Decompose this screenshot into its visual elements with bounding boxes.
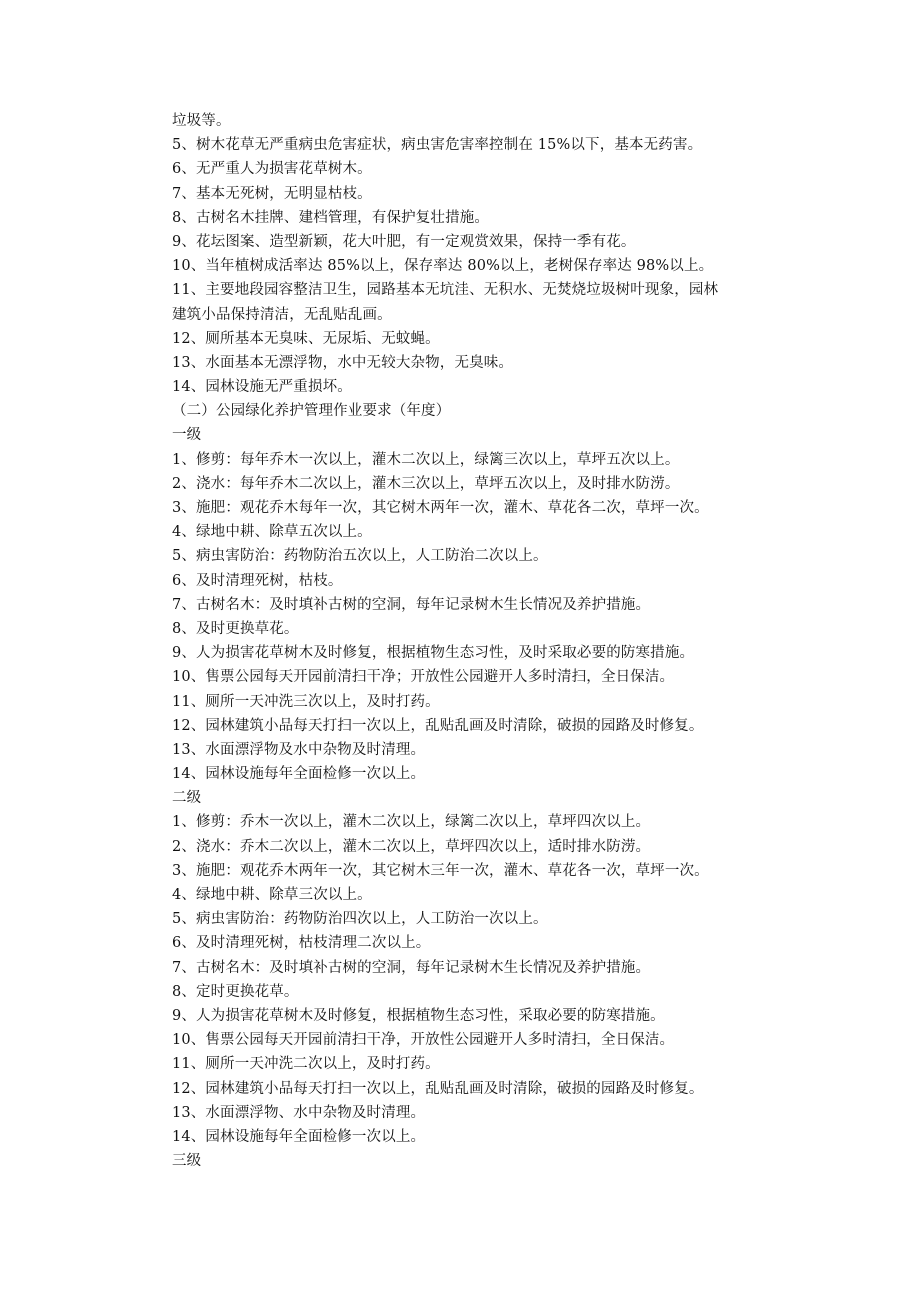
text-line: 4、绿地中耕、除草三次以上。 bbox=[172, 887, 372, 903]
text-line: 14、园林设施无严重损坏。 bbox=[172, 379, 352, 396]
text-line: 13、水面漂浮物及水中杂物及时清理。 bbox=[172, 741, 426, 758]
text-line: 垃圾等。 bbox=[172, 113, 231, 129]
text-line: 4、绿地中耕、除草五次以上。 bbox=[172, 524, 372, 541]
text-line: 1、修剪：乔木一次以上，灌木二次以上，绿篱二次以上，草坪四次以上。 bbox=[172, 814, 651, 831]
text-line: 3、施肥：观花乔木两年一次，其它树木三年一次，灌木、草花各一次，草坪一次。 bbox=[172, 862, 709, 879]
text-line: 2、浇水：乔木二次以上，灌木二次以上，草坪四次以上，适时排水防涝。 bbox=[172, 838, 651, 855]
text-line: 6、及时清理死树，枯枝清理二次以上。 bbox=[172, 935, 431, 952]
text-line: 8、及时更换草花。 bbox=[172, 620, 299, 637]
text-line: 8、古树名木挂牌、建档管理，有保护复壮措施。 bbox=[172, 209, 490, 226]
text-line: 5、病虫害防治：药物防治五次以上，人工防治二次以上。 bbox=[172, 548, 548, 565]
text-line: 14、园林设施每年全面检修一次以上。 bbox=[172, 766, 426, 783]
text-line: 三级 bbox=[172, 1153, 202, 1170]
text-line: 7、古树名木：及时填补古树的空洞，每年记录树木生长情况及养护措施。 bbox=[172, 596, 651, 613]
text-line: 11、厕所一天冲洗三次以上，及时打药。 bbox=[172, 693, 440, 710]
text-line: 11、主要地段园容整洁卫生，园路基本无坑洼、无积水、无焚烧垃圾树叶现象，园林 bbox=[172, 282, 719, 299]
text-line: （二）公园绿化养护管理作业要求（年度） bbox=[172, 403, 451, 420]
document-page bbox=[172, 109, 792, 1173]
text-line: 5、病虫害防治：药物防治四次以上，人工防治一次以上。 bbox=[172, 911, 548, 928]
text-line: 3、施肥：观花乔木每年一次，其它树木两年一次，灌木、草花各二次，草坪一次。 bbox=[172, 500, 709, 516]
text-line: 5、树木花草无严重病虫危害症状，病虫害危害率控制在 15%以下，基本无药害。 bbox=[172, 137, 703, 154]
text-line: 10、当年植树成活率达 85%以上，保存率达 80%以上，老树保存率达 98%以上。 bbox=[172, 258, 714, 275]
text-line: 1、修剪：每年乔木一次以上，灌木二次以上，绿篱三次以上，草坪五次以上。 bbox=[172, 451, 680, 468]
text-line: 9、人为损害花草树木及时修复，根据植物生态习性，及时采取必要的防寒措施。 bbox=[172, 645, 695, 662]
text-line: 6、无严重人为损害花草树木。 bbox=[172, 161, 372, 178]
text-line: 6、及时清理死树，枯枝。 bbox=[172, 572, 343, 589]
text-line: 9、人为损害花草树木及时修复，根据植物生态习性，采取必要的防寒措施。 bbox=[172, 1007, 665, 1024]
text-line: 二级 bbox=[172, 790, 202, 807]
text-line: 7、古树名木：及时填补古树的空洞，每年记录树木生长情况及养护措施。 bbox=[172, 959, 651, 976]
text-line: 9、花坛图案、造型新颖，花大叶肥，有一定观赏效果，保持一季有花。 bbox=[172, 233, 636, 250]
text-line: 14、园林设施每年全面检修一次以上。 bbox=[172, 1128, 426, 1145]
text-line: 10、售票公园每天开园前清扫干净，开放性公园避开人多时清扫，全日保洁。 bbox=[172, 1032, 675, 1049]
text-line: 13、水面漂浮物、水中杂物及时清理。 bbox=[172, 1104, 426, 1121]
text-line: 7、基本无死树，无明显枯枝。 bbox=[172, 185, 372, 202]
text-line: 13、水面基本无漂浮物，水中无较大杂物，无臭味。 bbox=[172, 354, 514, 371]
text-line: 10、售票公园每天开园前清扫干净；开放性公园避开人多时清扫，全日保洁。 bbox=[172, 669, 675, 686]
text-line: 2、浇水：每年乔木二次以上，灌木三次以上，草坪五次以上，及时排水防涝。 bbox=[172, 475, 680, 492]
text-line: 8、定时更换花草。 bbox=[172, 983, 299, 1000]
text-line: 12、厕所基本无臭味、无尿垢、无蚊蝇。 bbox=[172, 330, 440, 347]
text-line: 一级 bbox=[172, 427, 202, 444]
text-line: 建筑小品保持清洁，无乱贴乱画。 bbox=[172, 306, 392, 323]
text-line: 12、园林建筑小品每天打扫一次以上，乱贴乱画及时清除，破损的园路及时修复。 bbox=[172, 717, 704, 734]
text-line: 12、园林建筑小品每天打扫一次以上，乱贴乱画及时清除，破损的园路及时修复。 bbox=[172, 1080, 704, 1097]
text-line: 11、厕所一天冲洗二次以上，及时打药。 bbox=[172, 1056, 440, 1073]
